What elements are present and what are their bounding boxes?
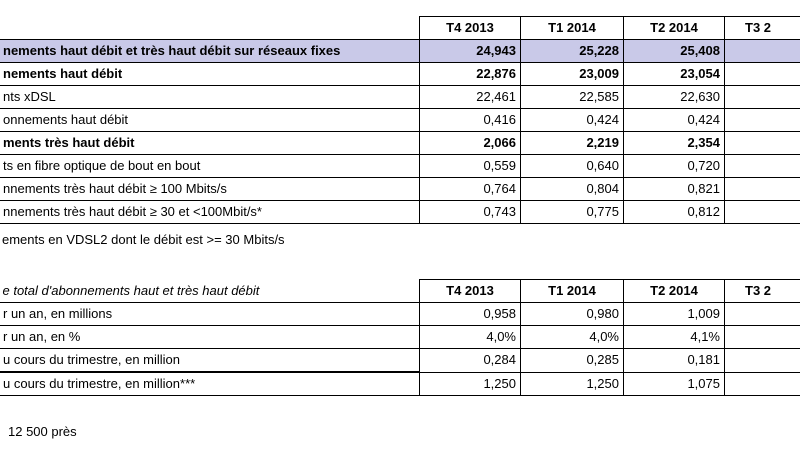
cell-value: 0,980 bbox=[521, 303, 624, 326]
table-row bbox=[0, 201, 800, 224]
cell-value: 22,585 bbox=[521, 86, 624, 109]
cell-value: 2,066 bbox=[420, 132, 521, 155]
col-header: T3 2 bbox=[725, 17, 800, 40]
col-header: T2 2014 bbox=[624, 17, 725, 40]
table-row bbox=[0, 303, 800, 326]
table-row bbox=[0, 109, 800, 132]
col-header: T1 2014 bbox=[521, 17, 624, 40]
table-row bbox=[0, 40, 800, 63]
table-row bbox=[0, 178, 800, 201]
table-row bbox=[0, 155, 800, 178]
cell-value: 22,876 bbox=[420, 63, 521, 86]
row-label: onnements haut débit bbox=[0, 109, 420, 132]
row-label: u cours du trimestre, en million*** bbox=[0, 372, 420, 396]
bottom-note: 12 500 près bbox=[8, 424, 77, 439]
cell-value: 0,812 bbox=[624, 201, 725, 224]
table-row bbox=[0, 349, 800, 373]
cell-value: 0,424 bbox=[624, 109, 725, 132]
cell-value: 0,640 bbox=[521, 155, 624, 178]
table-row bbox=[0, 326, 800, 349]
cell-value: 4,0% bbox=[420, 326, 521, 349]
table-row bbox=[0, 372, 800, 396]
cell-value: 0,416 bbox=[420, 109, 521, 132]
row-label: nnements très haut débit ≥ 30 et <100Mbit/s* bbox=[0, 201, 420, 224]
cell-value: 1,250 bbox=[420, 372, 521, 396]
col-header: T3 2 bbox=[725, 280, 800, 303]
cell-value: 0,958 bbox=[420, 303, 521, 326]
row-label: nnements très haut débit ≥ 100 Mbits/s bbox=[0, 178, 420, 201]
cell-value bbox=[725, 155, 800, 178]
row-label: ments très haut débit bbox=[0, 132, 420, 155]
cell-value bbox=[725, 40, 800, 63]
cell-value: 0,775 bbox=[521, 201, 624, 224]
cell-value: 0,284 bbox=[420, 349, 521, 373]
cell-value bbox=[725, 86, 800, 109]
cell-value: 0,285 bbox=[521, 349, 624, 373]
cell-value: 2,354 bbox=[624, 132, 725, 155]
cell-value: 1,009 bbox=[624, 303, 725, 326]
row-label: nements haut débit bbox=[0, 63, 420, 86]
cell-value: 2,219 bbox=[521, 132, 624, 155]
cell-value: 22,630 bbox=[624, 86, 725, 109]
cell-value: 0,821 bbox=[624, 178, 725, 201]
table-row bbox=[0, 86, 800, 109]
cell-value: 0,804 bbox=[521, 178, 624, 201]
cell-value bbox=[725, 372, 800, 396]
cell-value: 0,181 bbox=[624, 349, 725, 373]
cell-value bbox=[725, 109, 800, 132]
cell-value bbox=[725, 132, 800, 155]
table-row bbox=[0, 132, 800, 155]
row-label: u cours du trimestre, en million bbox=[0, 349, 420, 373]
cell-value: 4,1% bbox=[624, 326, 725, 349]
cell-value: 0,764 bbox=[420, 178, 521, 201]
table-row bbox=[0, 63, 800, 86]
row-label: r un an, en % bbox=[0, 326, 420, 349]
cell-value: 4,0% bbox=[521, 326, 624, 349]
cell-value: 25,408 bbox=[624, 40, 725, 63]
row-label: nements haut débit et très haut débit sur réseaux fixes bbox=[0, 40, 420, 63]
cell-value bbox=[725, 326, 800, 349]
table-header-row bbox=[0, 17, 800, 40]
cell-value: 0,424 bbox=[521, 109, 624, 132]
cell-value: 1,075 bbox=[624, 372, 725, 396]
cell-value bbox=[725, 303, 800, 326]
row-label: ts en fibre optique de bout en bout bbox=[0, 155, 420, 178]
cell-value: 0,720 bbox=[624, 155, 725, 178]
cell-value: 0,743 bbox=[420, 201, 521, 224]
table1-footnote: ements en VDSL2 dont le débit est >= 30 Mbits/s bbox=[2, 232, 285, 247]
row-label: nts xDSL bbox=[0, 86, 420, 109]
cell-value: 22,461 bbox=[420, 86, 521, 109]
table-growth bbox=[0, 279, 800, 396]
cell-value bbox=[725, 63, 800, 86]
table-header-row bbox=[0, 280, 800, 303]
header-empty bbox=[0, 17, 420, 40]
cell-value: 0,559 bbox=[420, 155, 521, 178]
cell-value: 24,943 bbox=[420, 40, 521, 63]
col-header: T4 2013 bbox=[420, 280, 521, 303]
table-title: e total d'abonnements haut et très haut débit bbox=[0, 280, 420, 303]
cell-value bbox=[725, 349, 800, 373]
table-broadband-subscriptions bbox=[0, 16, 800, 224]
cell-value: 23,009 bbox=[521, 63, 624, 86]
row-label: r un an, en millions bbox=[0, 303, 420, 326]
col-header: T4 2013 bbox=[420, 17, 521, 40]
cell-value bbox=[725, 201, 800, 224]
cell-value bbox=[725, 178, 800, 201]
cell-value: 25,228 bbox=[521, 40, 624, 63]
cell-value: 23,054 bbox=[624, 63, 725, 86]
col-header: T1 2014 bbox=[521, 280, 624, 303]
cell-value: 1,250 bbox=[521, 372, 624, 396]
col-header: T2 2014 bbox=[624, 280, 725, 303]
